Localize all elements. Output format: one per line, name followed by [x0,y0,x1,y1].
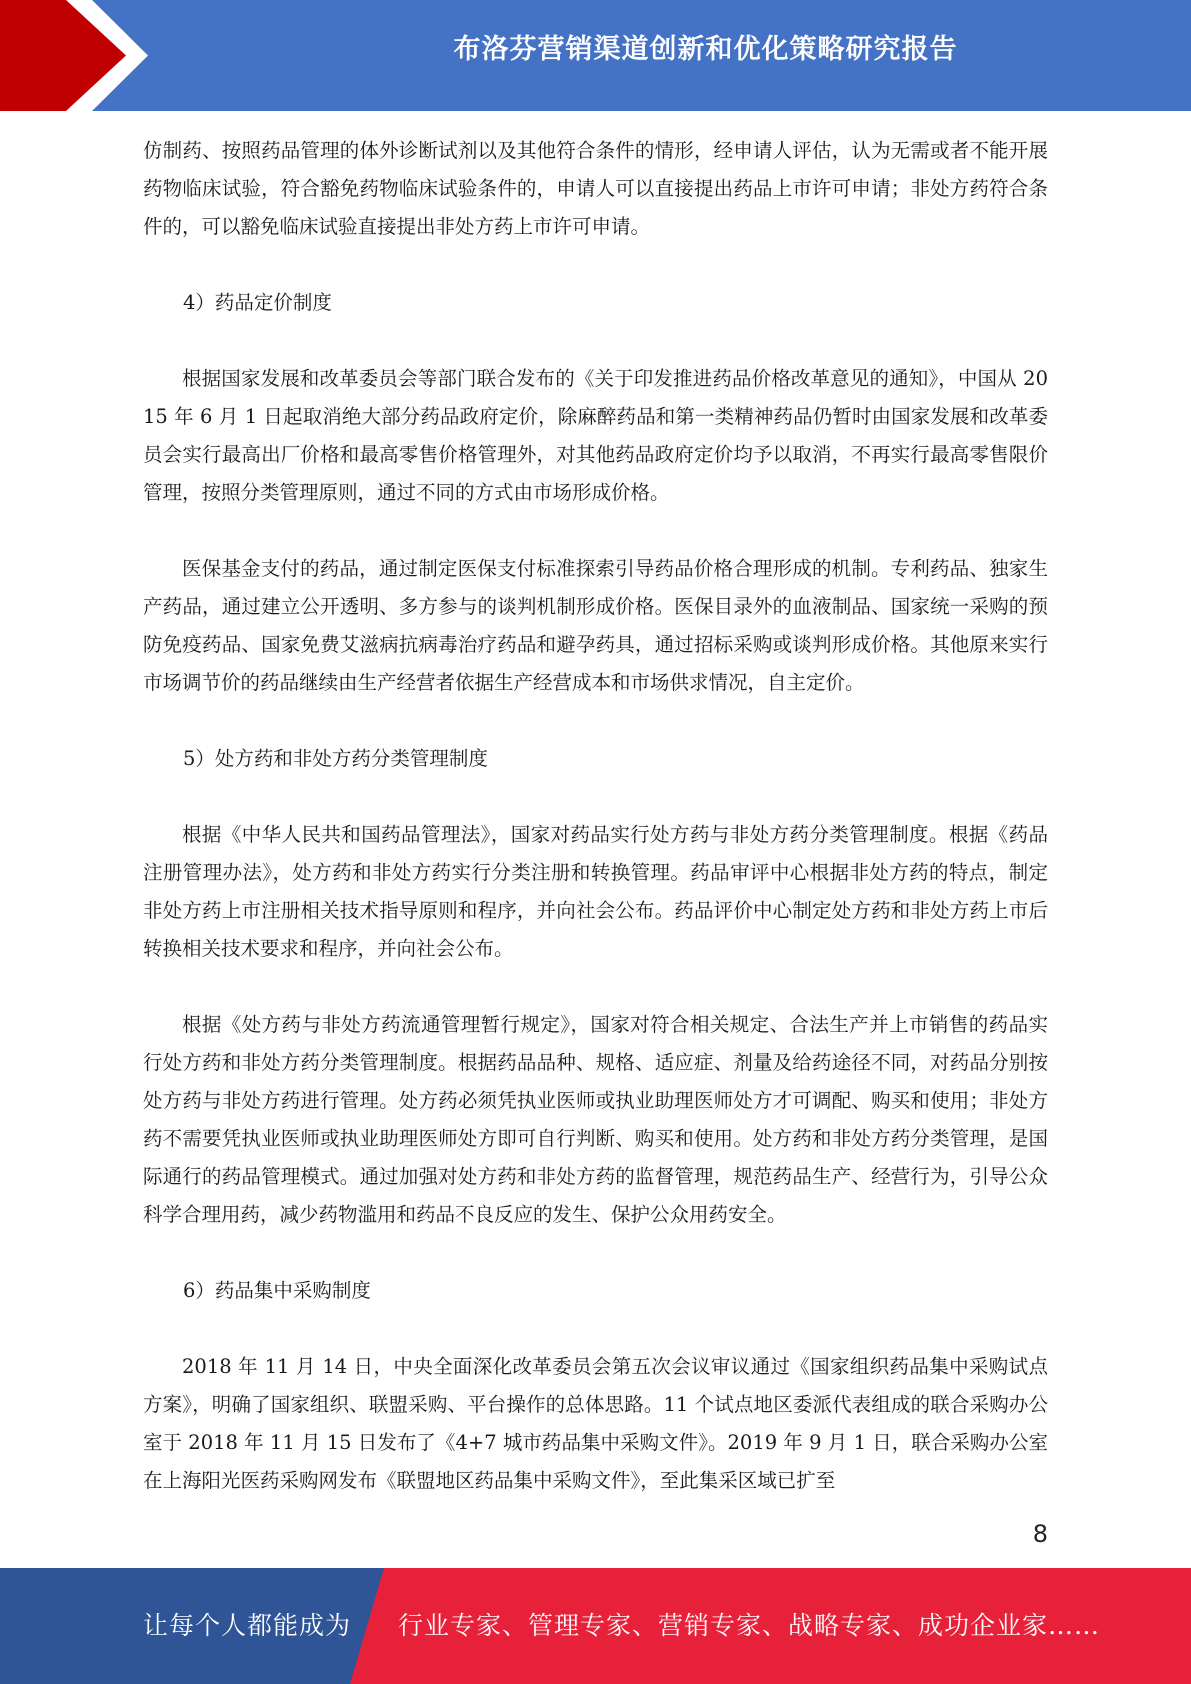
paragraph: 2018 年 11 月 14 日，中央全面深化改革委员会第五次会议审议通过《国家组织药品集中采购试点方案》，明确了国家组织、联盟采购、平台操作的总体思路。11 个试点地区委派代表组成的联合采购办公室于 2018 年 11 月 15 日发布了《4+7 城市药品集中采购文件》。2019 年 9 月 1 日，联合采购办公室在上海阳光医药采购网发布《联盟地区药品集中采购文件》，至此集采区域已扩至 [143,1355,1048,1492]
paragraph: 根据国家发展和改革委员会等部门联合发布的《关于印发推进药品价格改革意见的通知》，中国从 2015 年 6 月 1 日起取消绝大部分药品政府定价，除麻醉药品和第一类精神药品仍暂时由国家发展和改革委员会实行最高出厂价格和最高零售价格管理外，对其他药品政府定价均予以取消，不再实行最高零售限价管理，按照分类管理原则，通过不同的方式由市场形成价格。 [143,367,1048,504]
header-chevron-decoration [0,0,170,111]
footer-slogan-left: 让每个人都能成为 [143,1611,352,1640]
section-heading-classification: 5）处方药和非处方药分类管理制度 [183,747,488,770]
section-heading-pricing: 4）药品定价制度 [183,291,332,314]
section-heading-procurement: 6）药品集中采购制度 [183,1279,371,1302]
document-title: 布洛芬营销渠道创新和优化策略研究报告 [453,34,958,65]
paragraph: 仿制药、按照药品管理的体外诊断试剂以及其他符合条件的情形，经申请人评估，认为无需或者不能开展药物临床试验，符合豁免药物临床试验条件的，申请人可以直接提出药品上市许可申请；非处方药符合条件的，可以豁免临床试验直接提出非处方药上市许可申请。 [143,139,1048,238]
page-footer [0,1568,1191,1684]
page-number: 8 [1032,1520,1048,1548]
document-body [143,132,1048,1538]
paragraph: 根据《中华人民共和国药品管理法》，国家对药品实行处方药与非处方药分类管理制度。根据《药品注册管理办法》，处方药和非处方药实行分类注册和转换管理。药品审评中心根据非处方药的特点，制定非处方药上市注册相关技术指导原则和程序，并向社会公布。药品评价中心制定处方药和非处方药上市后转换相关技术要求和程序，并向社会公布。 [143,823,1048,960]
paragraph: 医保基金支付的药品，通过制定医保支付标准探索引导药品价格合理形成的机制。专利药品、独家生产药品，通过建立公开透明、多方参与的谈判机制形成价格。医保目录外的血液制品、国家统一采购的预防免疫药品、国家免费艾滋病抗病毒治疗药品和避孕药具，通过招标采购或谈判形成价格。其他原来实行市场调节价的药品继续由生产经营者依据生产经营成本和市场供求情况，自主定价。 [143,557,1048,694]
footer-slogan-right: 行业专家、管理专家、营销专家、战略专家、成功企业家…… [398,1611,1101,1640]
page-header [0,0,1191,111]
paragraph: 根据《处方药与非处方药流通管理暂行规定》，国家对符合相关规定、合法生产并上市销售的药品实行处方药和非处方药分类管理制度。根据药品品种、规格、适应症、剂量及给药途径不同，对药品分别按处方药与非处方药进行管理。处方药必须凭执业医师或执业助理医师处方才可调配、购买和使用；非处方药不需要凭执业医师或执业助理医师处方即可自行判断、购买和使用。处方药和非处方药分类管理，是国际通行的药品管理模式。通过加强对处方药和非处方药的监督管理，规范药品生产、经营行为，引导公众科学合理用药，减少药物滥用和药品不良反应的发生、保护公众用药安全。 [143,1013,1048,1226]
